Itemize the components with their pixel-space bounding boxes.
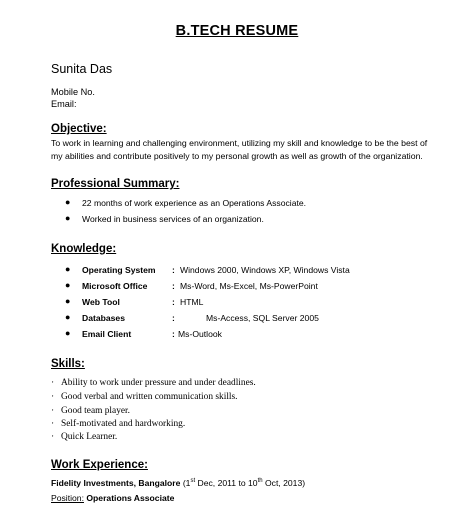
knowledge-row xyxy=(0,280,474,292)
objective-heading: Objective: xyxy=(51,123,107,135)
knowledge-colon: : xyxy=(172,297,175,307)
email-label: Email: xyxy=(51,99,77,109)
date-sup-end: th xyxy=(257,478,263,485)
date-close: Oct, 2013) xyxy=(262,478,306,488)
knowledge-value: Ms-Outlook xyxy=(178,329,222,339)
experience-heading: Work Experience: xyxy=(51,459,148,471)
skills-heading: Skills: xyxy=(51,358,85,370)
knowledge-colon: : xyxy=(172,313,175,323)
skill-item xyxy=(0,432,474,444)
bullet-icon: ● xyxy=(65,328,71,338)
skill-text: Good team player. xyxy=(61,406,130,416)
knowledge-label: Microsoft Office xyxy=(82,281,148,291)
objective-line-2: my abilities and contribute positively to my personal growth as well as growth of the organization. xyxy=(51,151,423,161)
bullet-icon: ● xyxy=(65,296,71,306)
skill-item xyxy=(0,419,474,431)
knowledge-label: Databases xyxy=(82,313,125,323)
bullet-icon: · xyxy=(51,419,55,429)
knowledge-label: Web Tool xyxy=(82,297,120,307)
position-value: Operations Associate xyxy=(86,493,175,503)
objective-line-1: To work in learning and challenging environment, utilizing my skill and knowledge to be the best of xyxy=(51,138,428,148)
date-sup-start: st xyxy=(190,478,196,485)
skill-text: Ability to work under pressure and under deadlines. xyxy=(61,378,256,388)
skill-text: Good verbal and written communication skills. xyxy=(61,392,238,402)
experience-position-line xyxy=(51,493,174,503)
bullet-icon: · xyxy=(51,392,55,402)
summary-item-text: 22 months of work experience as an Operations Associate. xyxy=(82,198,307,208)
bullet-icon: ● xyxy=(65,280,71,290)
bullet-icon: ● xyxy=(65,213,71,223)
knowledge-value: Ms-Access, SQL Server 2005 xyxy=(206,313,319,323)
candidate-name: Sunita Das xyxy=(51,62,113,76)
knowledge-label: Email Client xyxy=(82,329,132,339)
mobile-label: Mobile No. xyxy=(51,87,95,97)
knowledge-colon: : xyxy=(172,265,175,275)
bullet-icon: · xyxy=(51,432,55,442)
summary-item-text: Worked in business services of an organization. xyxy=(82,214,264,224)
knowledge-row xyxy=(0,264,474,276)
skill-item xyxy=(0,392,474,404)
knowledge-value: Windows 2000, Windows XP, Windows Vista xyxy=(180,265,350,275)
knowledge-colon: : xyxy=(172,281,175,291)
bullet-icon: ● xyxy=(65,312,71,322)
knowledge-row xyxy=(0,328,474,340)
date-mid: Dec, 2011 to 10 xyxy=(195,478,258,488)
knowledge-colon: : xyxy=(172,329,175,339)
resume-title: B.TECH RESUME xyxy=(175,23,299,39)
summary-heading: Professional Summary: xyxy=(51,178,180,190)
date-open: (1 xyxy=(182,478,191,488)
bullet-icon: · xyxy=(51,406,55,416)
skill-item xyxy=(0,378,474,390)
bullet-icon: ● xyxy=(65,197,71,207)
skill-text: Self-motivated and hardworking. xyxy=(61,419,186,429)
company-name: Fidelity Investments, Bangalore xyxy=(51,478,181,488)
experience-company-line xyxy=(51,478,305,488)
knowledge-value: HTML xyxy=(180,297,204,307)
knowledge-label: Operating System xyxy=(82,265,156,275)
bullet-icon: · xyxy=(51,378,55,388)
knowledge-row xyxy=(0,296,474,308)
position-label: Position: xyxy=(51,493,84,503)
skill-item xyxy=(0,406,474,418)
bullet-icon: ● xyxy=(65,264,71,274)
knowledge-heading: Knowledge: xyxy=(51,243,117,255)
skill-text: Quick Learner. xyxy=(61,432,118,442)
knowledge-row xyxy=(0,312,474,324)
knowledge-value: Ms-Word, Ms-Excel, Ms-PowerPoint xyxy=(180,281,318,291)
